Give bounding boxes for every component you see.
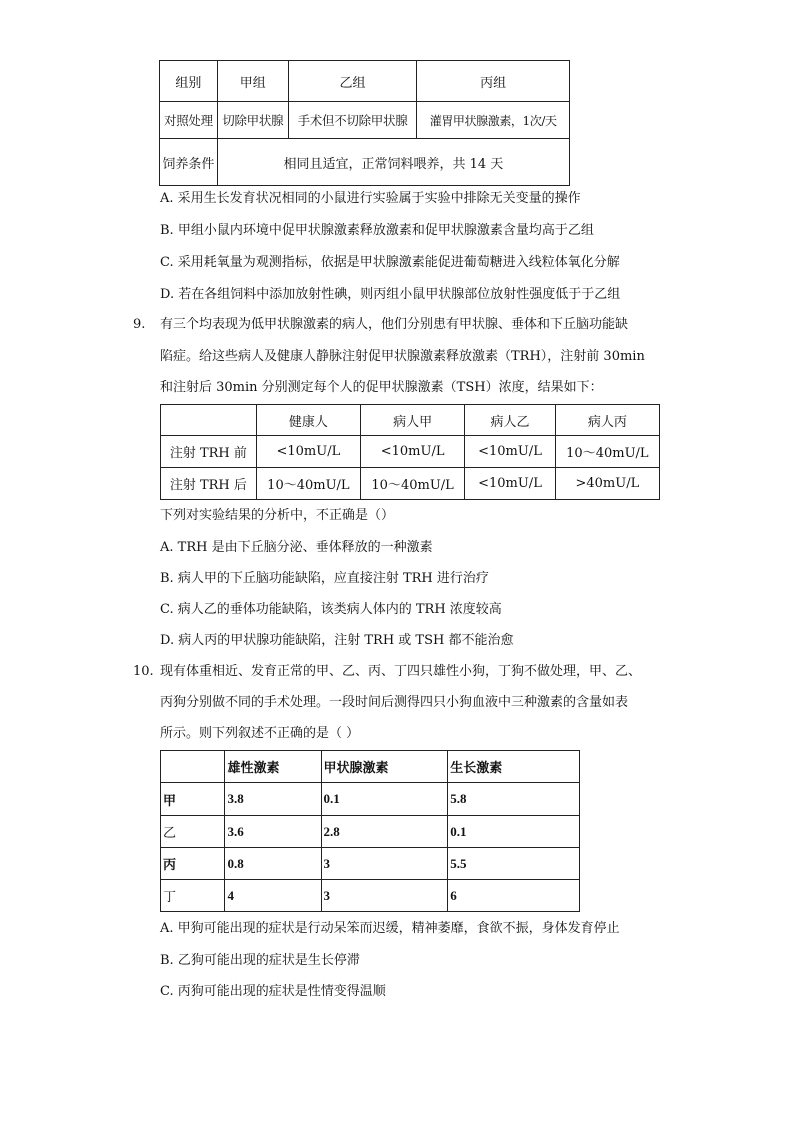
table-cell: 4 [225, 880, 321, 912]
hormone-levels-table [160, 750, 580, 912]
q8-option-c: C. 采用耗氧量为观测指标，依据是甲状腺激素能促进葡萄糖进入线粒体氧化分解 [160, 255, 620, 270]
table-cell: 10～40mU/L [256, 468, 360, 500]
q9-option-b: B. 病人甲的下丘脑功能缺陷，应直接注射 TRH 进行治疗 [160, 571, 489, 586]
table-cell: 手术但不切除甲状腺 [288, 102, 417, 139]
table-cell: 10～40mU/L [360, 468, 464, 500]
q8-option-b: B. 甲组小鼠内环境中促甲状腺激素释放激素和促甲状腺激素含量均高于乙组 [160, 223, 594, 238]
table-cell: 0.1 [448, 816, 580, 848]
table-cell: 3.8 [225, 783, 321, 816]
q10-stem-line: 现有体重相近、发育正常的甲、乙、丙、丁四只雄性小狗，丁狗不做处理，甲、乙、 [160, 664, 642, 679]
table-cell: 2.8 [321, 816, 448, 848]
table-cell: <10mU/L [256, 436, 360, 468]
table-cell: <10mU/L [465, 468, 556, 500]
table-cell: 乙 [161, 816, 225, 848]
table-cell: <10mU/L [360, 436, 464, 468]
table-header-cell: 甲组 [217, 61, 288, 102]
table-cell: 5.8 [448, 783, 580, 816]
table-cell: 6 [448, 880, 580, 912]
q10-option-c: C. 丙狗可能出现的症状是性情变得温顺 [160, 984, 386, 999]
q8-option-d: D. 若在各组饲料中添加放射性碘，则丙组小鼠甲状腺部位放射性强度低于于乙组 [160, 287, 621, 302]
q10-stem-line: 丙狗分别做不同的手术处理。一段时间后测得四只小狗血液中三种激素的含量如表 [160, 695, 629, 710]
q9-stem-line: 陷症。给这些病人及健康人静脉注射促甲状腺激素释放激素（TRH），注射前 30min [160, 349, 645, 364]
table-header-cell: 病人甲 [360, 405, 464, 436]
q10-stem-line: 所示。则下列叙述不正确的是（ ） [160, 726, 360, 741]
table-header-cell [161, 751, 225, 783]
trh-results-table [160, 404, 660, 500]
table-cell: 对照处理 [160, 102, 218, 139]
question-number: 9. [133, 317, 146, 332]
experiment-groups-table [159, 60, 570, 186]
table-header-cell: 生长激素 [448, 751, 580, 783]
table-cell: 0.1 [321, 783, 448, 816]
table-cell: 5.5 [448, 848, 580, 880]
table-cell: 0.8 [225, 848, 321, 880]
q10-option-a: A. 甲狗可能出现的症状是行动呆笨而迟缓，精神萎靡，食欲不振，身体发育停止 [160, 921, 620, 936]
table-header-cell: 雄性激素 [225, 751, 321, 783]
table-cell: 饲养条件 [160, 139, 218, 186]
q9-stem-line: 和注射后 30min 分别测定每个人的促甲状腺激素（TSH）浓度，结果如下： [160, 380, 603, 395]
table-header-cell: 病人丙 [555, 405, 659, 436]
table-header-cell: 组别 [160, 61, 218, 102]
table-cell: >40mU/L [555, 468, 659, 500]
question-number: 10. [133, 664, 154, 679]
table-cell: <10mU/L [465, 436, 556, 468]
table-header-cell [161, 405, 257, 436]
table-header-cell: 健康人 [256, 405, 360, 436]
table-cell: 注射 TRH 后 [161, 468, 257, 500]
table-cell: 相同且适宜，正常饲料喂养，共 14 天 [217, 139, 569, 186]
table-header-cell: 乙组 [288, 61, 417, 102]
q8-option-a: A. 采用生长发育状况相同的小鼠进行实验属于实验中排除无关变量的操作 [160, 191, 581, 206]
table-header-cell: 丙组 [417, 61, 570, 102]
table-cell: 切除甲状腺 [217, 102, 288, 139]
table-cell: 10～40mU/L [555, 436, 659, 468]
q9-option-a: A. TRH 是由下丘脑分泌、垂体释放的一种激素 [160, 540, 433, 555]
q10-option-b: B. 乙狗可能出现的症状是生长停滞 [160, 953, 360, 968]
q9-option-d: D. 病人丙的甲状腺功能缺陷，注射 TRH 或 TSH 都不能治愈 [160, 633, 514, 648]
table-cell: 丁 [161, 880, 225, 912]
table-cell: 灌胃甲状腺激素，1次/天 [417, 102, 570, 139]
table-cell: 丙 [161, 848, 225, 880]
table-header-cell: 甲状腺激素 [321, 751, 448, 783]
table-cell: 3.6 [225, 816, 321, 848]
table-cell: 3 [321, 848, 448, 880]
table-cell: 甲 [161, 783, 225, 816]
table-cell: 注射 TRH 前 [161, 436, 257, 468]
table-header-cell: 病人乙 [465, 405, 556, 436]
q9-question: 下列对实验结果的分析中，不正确是（） [160, 508, 395, 523]
q9-option-c: C. 病人乙的垂体功能缺陷，该类病人体内的 TRH 浓度较高 [160, 602, 502, 617]
table-cell: 3 [321, 880, 448, 912]
q9-stem-line: 有三个均表现为低甲状腺激素的病人，他们分别患有甲状腺、垂体和下丘脑功能缺 [160, 317, 629, 332]
